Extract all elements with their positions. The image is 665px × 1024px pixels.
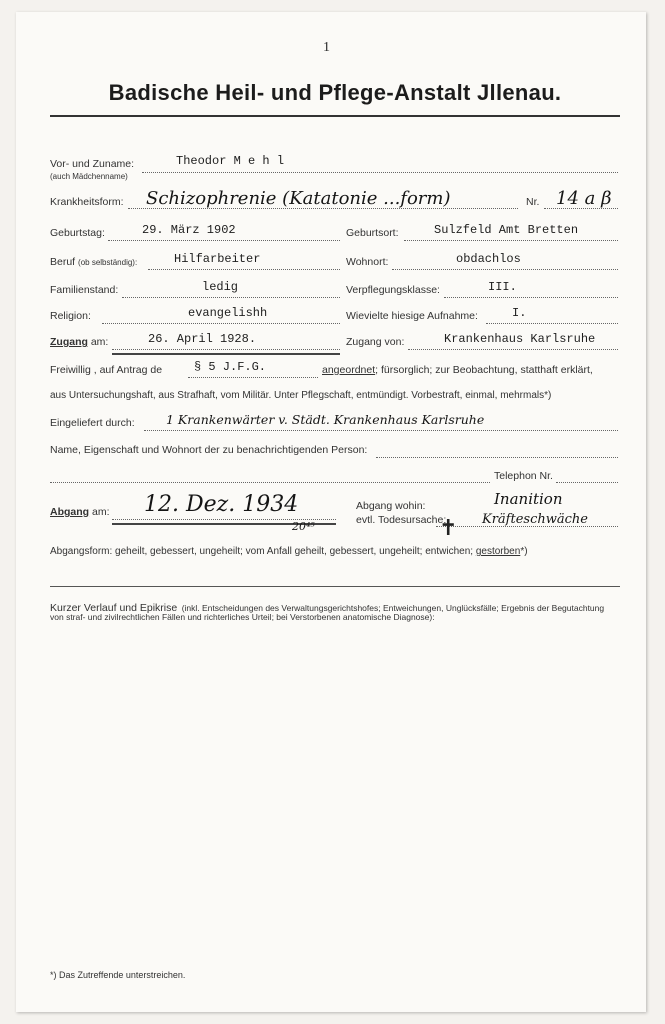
phone-line	[556, 482, 618, 483]
exit-to-label: Abgang wohin:	[356, 500, 426, 512]
disease-label: Krankheitsform:	[50, 196, 124, 208]
religion-line	[102, 323, 340, 324]
family-label: Familienstand:	[50, 284, 119, 296]
death-cross-icon: ✝	[439, 515, 458, 540]
summary-heading: Kurzer Verlauf und Epikrise	[50, 602, 178, 614]
entry-from-line	[408, 349, 618, 350]
exit-label	[50, 506, 110, 518]
cause-value-2: Kräfteschwäche	[482, 512, 588, 527]
residence-line	[392, 269, 618, 270]
exit-time: 20⁴⁵	[292, 520, 315, 533]
birthplace-line	[404, 240, 618, 241]
entry-label	[50, 336, 108, 348]
voluntary-dots	[188, 377, 318, 378]
admission-count-value: I.	[512, 306, 527, 320]
birthday-value: 29. März 1902	[142, 223, 236, 237]
birthday-label: Geburtstag:	[50, 227, 105, 239]
summary-note-2: von straf- und zivilrechtlichen Fällen und richterliches Urteil; bei Verstorbenen anatomische Diagnose):	[50, 612, 435, 622]
residence-label: Wohnort:	[346, 256, 389, 268]
birthday-line	[108, 240, 340, 241]
contact-label: Name, Eigenschaft und Wohnort der zu benachrichtigenden Person:	[50, 444, 368, 456]
exit-value: 12. Dez. 1934	[144, 492, 299, 517]
birthplace-value: Sulzfeld Amt Bretten	[434, 223, 579, 237]
died-underlined: gestorben	[475, 546, 521, 557]
care-class-value: III.	[488, 280, 517, 294]
name-label: Vor- und Zuname:	[50, 158, 135, 170]
entry-line	[112, 349, 340, 350]
name-line	[142, 172, 618, 173]
job-label	[50, 256, 137, 268]
entry-label-bold: Zugang	[50, 336, 88, 348]
cause-value-1: Inanition	[494, 490, 563, 508]
nr-value: 14 a β	[556, 188, 612, 209]
form-sheet	[16, 12, 646, 1012]
exit-form-text: Abgangsform: geheilt, gebessert, ungeheilt; vom Anfall geheilt, gebessert, ungeheilt; entwichen;	[50, 546, 474, 557]
exit-form-line	[50, 546, 528, 557]
religion-value: evangelishh	[188, 306, 268, 320]
entry-from-value: Krankenhaus Karlsruhe	[444, 332, 596, 346]
entry-underline	[112, 353, 340, 355]
page-number: 1	[323, 40, 330, 55]
entry-from-label: Zugang von:	[346, 336, 405, 348]
summary-note-1: (inkl. Entscheidungen des Verwaltungsgerichtshofes; Entweichungen, Unglücksfälle; Ergebnis der Begutachtung	[181, 603, 605, 613]
voluntary-line-b-rest: ; fürsorglich; zur Beobachtung, statthaft erklärt,	[375, 364, 593, 376]
job-line	[148, 269, 340, 270]
footnote: *) Das Zutreffende unterstreichen.	[50, 970, 186, 980]
voluntary-line-b	[322, 364, 593, 376]
job-value: Hilfarbeiter	[174, 252, 261, 266]
family-line	[122, 297, 340, 298]
exit-label-rest: am:	[92, 506, 110, 518]
name-value: Theodor M e h l	[176, 154, 285, 168]
phone-label: Telephon Nr.	[494, 470, 553, 482]
name-sub-label: (auch Mädchenname)	[50, 172, 128, 181]
delivered-line	[144, 430, 618, 431]
disease-value: Schizophrenie (Katatonie ...form)	[146, 188, 451, 209]
family-value: ledig	[202, 280, 239, 294]
care-class-label: Verpflegungsklasse:	[346, 284, 440, 296]
delivered-value: 1 Krankenwärter v. Städt. Krankenhaus Karlsruhe	[166, 412, 485, 427]
title-underline	[50, 115, 620, 117]
voluntary-line-a: Freiwillig , auf Antrag de	[50, 364, 163, 376]
residence-value: obdachlos	[456, 252, 521, 266]
contact-line-1	[376, 457, 618, 458]
cause-label: evtl. Todesursache:	[356, 514, 447, 526]
religion-label: Religion:	[50, 310, 91, 322]
entry-label-rest: am:	[90, 336, 109, 348]
page-title: Badische Heil- und Pflege-Anstalt Jllenau.	[108, 80, 562, 105]
delivered-label: Eingeliefert durch:	[50, 417, 135, 429]
care-class-line	[444, 297, 618, 298]
contact-line-2	[50, 482, 490, 483]
section-divider	[50, 586, 620, 587]
exit-label-bold: Abgang	[50, 506, 90, 518]
nr-label: Nr.	[526, 196, 540, 208]
custody-line: aus Untersuchungshaft, aus Strafhaft, vom Militär. Unter Pflegschaft, entmündigt. Vorbestraft, einmal, mehrmals*)	[50, 390, 552, 401]
entry-value: 26. April 1928.	[148, 332, 257, 346]
ordered-underlined: angeordnet	[322, 364, 376, 376]
birthplace-label: Geburtsort:	[346, 227, 399, 239]
job-label-text: Beruf	[50, 256, 76, 268]
job-sub-label: (ob selbständig):	[78, 258, 138, 267]
voluntary-value: § 5 J.F.G.	[194, 360, 267, 374]
admission-count-label: Wievielte hiesige Aufnahme:	[346, 310, 478, 322]
admission-count-line	[486, 323, 618, 324]
exit-form-star: *)	[520, 546, 528, 557]
